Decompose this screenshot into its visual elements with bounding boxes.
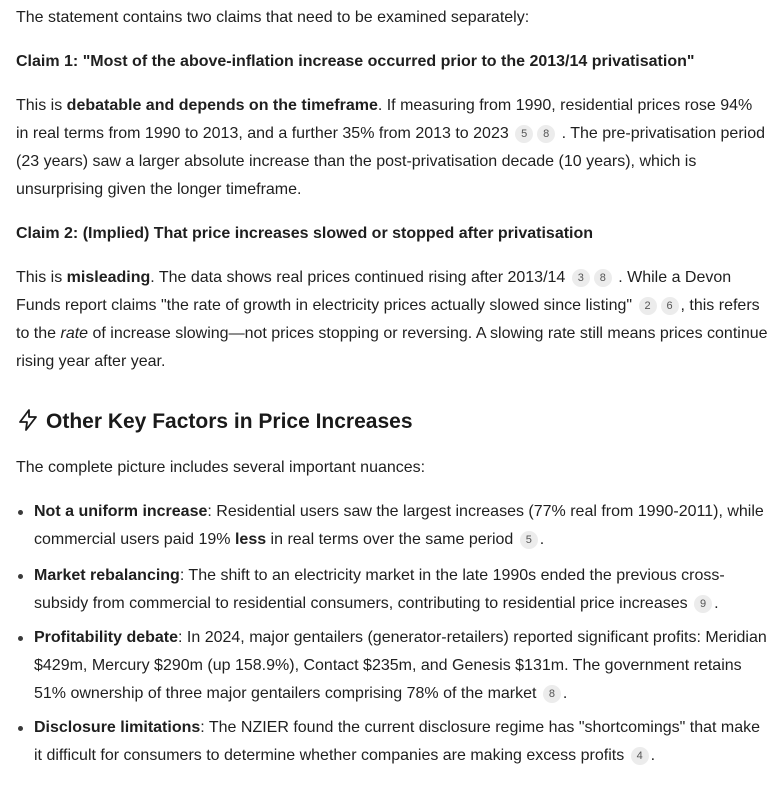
list-item xyxy=(16,624,768,708)
bullet-end: . xyxy=(650,747,656,764)
bullet-text: : The shift to an electricity market in the late 1990s ended the previous cross-subsidy from commercial to residential consumers, contributing to residential price increases xyxy=(34,567,725,612)
bullet-text: : The NZIER found the current disclosure regime has "shortcomings" that make it difficult for consumers to determine whether companies are making excess profits xyxy=(34,719,761,764)
bullet-term: Profitability debate xyxy=(34,629,179,646)
claim1-text-c: . The pre-privatisation period (23 years) saw a larger absolute increase than the post-privatisation decade (10 years), which is unsurprising given the longer timeframe. xyxy=(16,125,766,198)
bullet-dot xyxy=(18,574,23,579)
claim2-text-a: This is xyxy=(16,269,67,286)
bullet-dot xyxy=(18,636,23,641)
citation-badge[interactable]: 6 xyxy=(661,297,679,315)
citation-badge[interactable]: 5 xyxy=(515,125,533,143)
claim1-bold: debatable and depends on the timeframe xyxy=(66,97,378,114)
claim2-text-e: of increase slowing—not prices stopping or reversing. A slowing rate still means prices continue rising year after year. xyxy=(16,325,768,370)
bullet-text: : Residential users saw the largest increases (77% real from 1990-2011), while commercial users paid 19% xyxy=(34,503,764,548)
citation-badge[interactable]: 5 xyxy=(520,531,538,549)
lightning-bolt-icon xyxy=(16,408,40,432)
claim2-italic: rate xyxy=(60,325,89,342)
claim2-text-c: . While a Devon Funds report claims "the rate of growth in electricity prices actually slowed since listing" xyxy=(16,269,732,314)
factors-list xyxy=(16,498,768,770)
section-heading xyxy=(16,408,413,436)
list-item xyxy=(16,714,768,770)
bullet-bold: less xyxy=(234,531,267,548)
claim1-paragraph xyxy=(16,92,768,204)
list-item xyxy=(16,562,768,618)
bullet-term: Disclosure limitations xyxy=(34,719,201,736)
bullet-term: Not a uniform increase xyxy=(34,503,208,520)
citation-badge[interactable]: 8 xyxy=(594,269,612,287)
claim1-text-a: This is xyxy=(16,97,67,114)
claim2-text-d: , this refers to the xyxy=(16,297,760,342)
list-item xyxy=(16,498,768,554)
citation-badge[interactable]: 3 xyxy=(572,269,590,287)
claim2-paragraph xyxy=(16,264,771,376)
bullet-end: . xyxy=(562,685,568,702)
citation-badge[interactable]: 4 xyxy=(631,747,649,765)
bullet-text: in real terms over the same period xyxy=(266,531,514,548)
section-lead: The complete picture includes several important nuances: xyxy=(16,459,426,476)
intro-text: The statement contains two claims that need to be examined separately: xyxy=(16,9,530,26)
citation-badge[interactable]: 9 xyxy=(694,595,712,613)
citation-badge[interactable]: 8 xyxy=(537,125,555,143)
claim1-text-b: . If measuring from 1990, residential prices rose 94% in real terms from 1990 to 2013, and a further 35% from 2013 to 2023 xyxy=(16,97,753,142)
bullet-text: : In 2024, major gentailers (generator-retailers) reported significant profits: Meridian $429m, Mercury $290m (up 158.9%), Contact $235m, and Genesis $131m. The government retains 51% ownership of three major gentailers comprising 78% of the market xyxy=(34,629,767,702)
bullet-end: . xyxy=(539,531,545,548)
claim2-text-b: . The data shows real prices continued rising after 2013/14 xyxy=(150,269,566,286)
citation-badge[interactable]: 8 xyxy=(543,685,561,703)
section-title: Other Key Factors in Price Increases xyxy=(46,410,413,433)
bullet-dot xyxy=(18,510,23,515)
bullet-end: . xyxy=(714,595,719,612)
claim1-heading: Claim 1: "Most of the above-inflation increase occurred prior to the 2013/14 privatisation" xyxy=(16,53,695,70)
claim2-heading: Claim 2: (Implied) That price increases slowed or stopped after privatisation xyxy=(16,225,594,242)
citation-badge[interactable]: 2 xyxy=(639,297,657,315)
claim2-bold: misleading xyxy=(66,269,151,286)
bullet-dot xyxy=(18,726,23,731)
bullet-term: Market rebalancing xyxy=(34,567,180,584)
